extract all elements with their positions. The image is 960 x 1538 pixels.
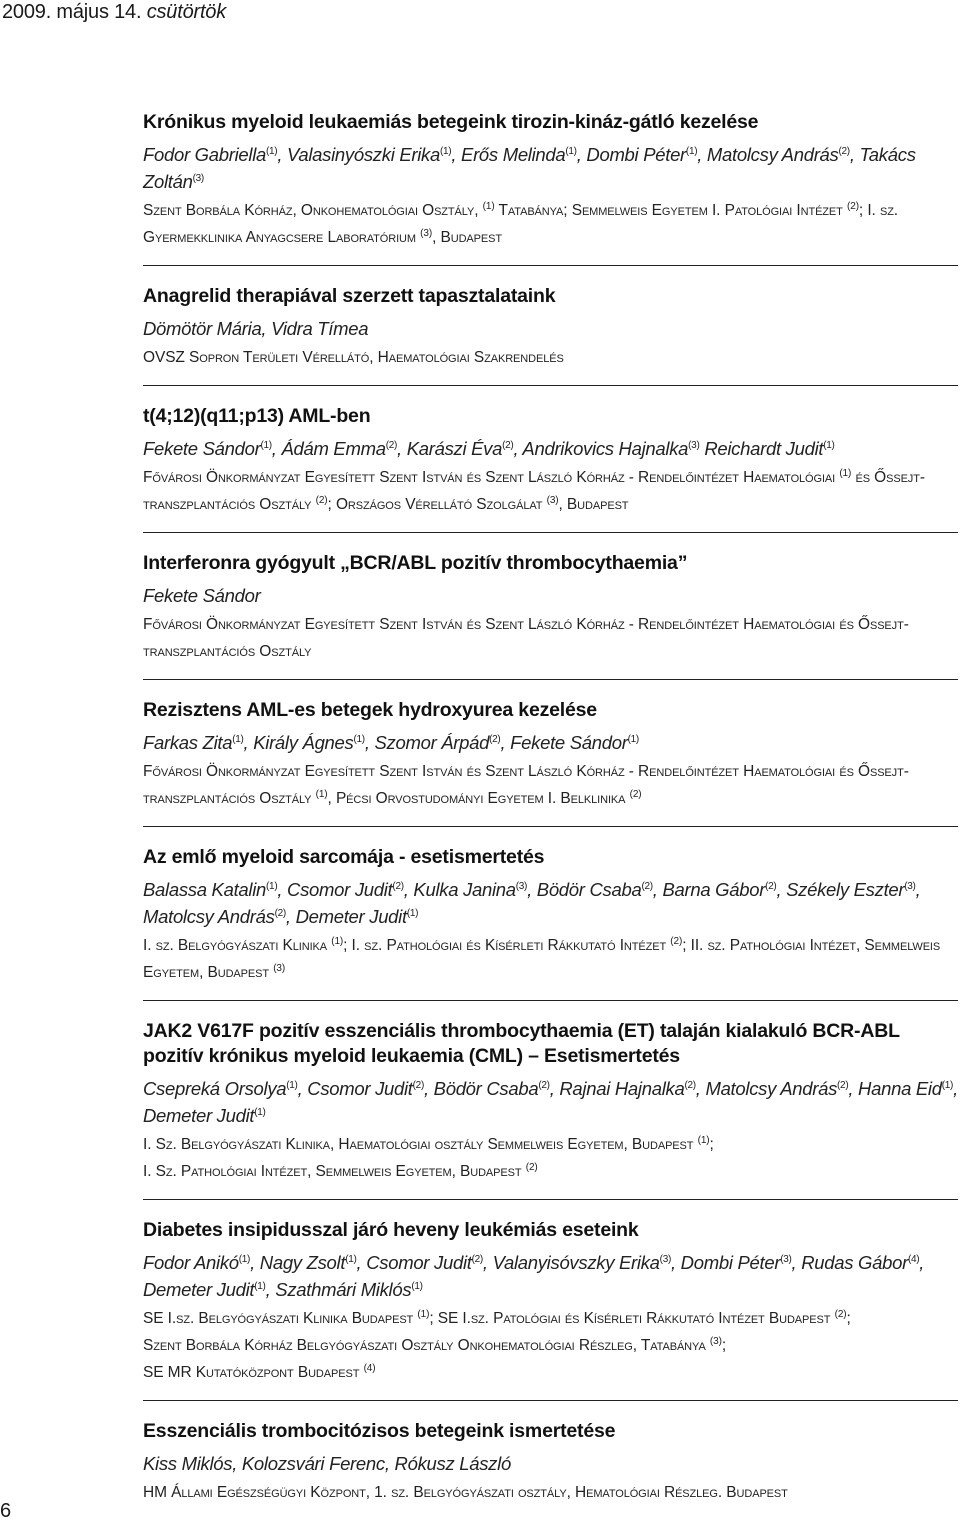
abstract-entry <box>143 110 958 266</box>
abstract-authors: Balassa Katalin$^{(1)}$, Csomor Judit$^{(2)}$, Kulka Janina$^{(3)}$, Bödör Csaba$^{(2)}$, Barna Gábor$^{(2)}$, Székely Eszter$^{(3)}$, Matolcsy András$^{(2)}$, Demeter Judit$^{(1)}$ <box>143 879 921 927</box>
abstract-entry <box>143 1019 958 1200</box>
abstract-authors: Fekete Sándor <box>143 585 261 606</box>
abstract-affiliation: I. Sz. Belgyógyászati Klinika, Haematológiai osztály Semmelweis Egyetem, Budapest $^{(1)}$; I. Sz. Pathológiai Intézet, Semmelweis Egyetem, Budapest $^{(2)}$ <box>143 1134 714 1180</box>
abstract-title: Anagrelid therapiával szerzett tapasztalataink <box>143 285 556 307</box>
abstract-affiliation: Szent Borbála Kórház, Onkohematológiai Osztály, $^{(1)}$ Tatabánya; Semmelweis Egyetem I. Patológiai Intézet $^{(2)}$; I. sz. Gyermekklinika Anyagcsere Laboratórium $^{(3)}$, Budapest <box>143 200 899 246</box>
weekday-text: csütörtök <box>146 1 227 23</box>
abstract-entry <box>143 404 958 533</box>
abstract-entry <box>143 1218 958 1401</box>
abstract-authors: Dömötör Mária, Vidra Tímea <box>143 318 369 339</box>
abstract-affiliation: Fővárosi Önkormányzat Egyesített Szent István és Szent László Kórház - Rendelőintézet Haematológiai és Őssejt-transzplantációs Osztály <box>143 616 909 660</box>
abstract-authors: Fodor Anikó$^{(1)}$, Nagy Zsolt$^{(1)}$, Csomor Judit$^{(2)}$, Valanyisóvszky Erika$^{(3)}$, Dombi Péter$^{(3)}$, Rudas Gábor$^{(4)}$, Demeter Judit$^{(1)}$, Szathmári Miklós$^{(1)}$ <box>143 1252 925 1300</box>
abstract-affiliation: I. sz. Belgyógyászati Klinika $^{(1)}$; I. sz. Pathológiai és Kísérleti Rákkutató Intézet $^{(2)}$; II. sz. Pathológiai Intézet, Semmelweis Egyetem, Budapest $^{(3)}$ <box>143 935 941 981</box>
date-text: 2009. május 14. <box>2 1 142 23</box>
abstract-title: Az emlő myeloid sarcomája - esetismertetés <box>143 846 545 868</box>
abstract-authors: Farkas Zita$^{(1)}$, Király Ágnes$^{(1)}$, Szomor Árpád$^{(2)}$, Fekete Sándor$^{(1)}$ <box>143 732 639 753</box>
abstract-authors: Kiss Miklós, Kolozsvári Ferenc, Rókusz László <box>143 1453 511 1474</box>
page-date <box>2 1 226 24</box>
abstract-affiliation: SE I.sz. Belgyógyászati Klinika Budapest $^{(1)}$; SE I.sz. Patológiai és Kísérleti Rákkutató Intézet Budapest $^{(2)}$; Szent Borbála Kórház Belgyógyászati Osztály Onkohematológiai Részleg, Tatabánya $^{(3)}$; SE MR Kutatóközpont Budapest $^{(4)}$ <box>143 1308 851 1381</box>
abstract-entry <box>143 284 958 386</box>
abstract-affiliation: HM Állami Egészségügyi Központ, 1. sz. Belgyógyászati osztály, Hematológiai Részleg. Budapest <box>143 1484 788 1501</box>
page-number: 6 <box>0 1500 12 1522</box>
abstract-authors: Fekete Sándor$^{(1)}$, Ádám Emma$^{(2)}$, Karászi Éva$^{(2)}$, Andrikovics Hajnalka$^{(3)}$ Reichardt Judit$^{(1)}$ <box>143 438 835 459</box>
abstract-title: Esszenciális trombocitózisos betegeink ismertetése <box>143 1420 616 1442</box>
abstract-list <box>143 110 958 1538</box>
abstract-title: JAK2 V617F pozitív esszenciális thrombocythaemia (ET) talaján kialakuló BCR-ABL pozitív krónikus myeloid leukaemia (CML) – Esetismertetés <box>143 1020 900 1067</box>
abstract-authors: Fodor Gabriella$^{(1)}$, Valasinyószki Erika$^{(1)}$, Erős Melinda$^{(1)}$, Dombi Péter$^{(1)}$, Matolcsy András$^{(2)}$, Takács Zoltán$^{(3)}$ <box>143 144 916 192</box>
abstract-title: Rezisztens AML-es betegek hydroxyurea kezelése <box>143 699 597 721</box>
abstract-title: t(4;12)(q11;p13) AML-ben <box>143 405 371 427</box>
abstract-entry <box>143 1419 958 1520</box>
abstract-title: Krónikus myeloid leukaemiás betegeink tirozin-kináz-gátló kezelése <box>143 111 759 133</box>
abstract-authors: Csepreká Orsolya$^{(1)}$, Csomor Judit$^{(2)}$, Bödör Csaba$^{(2)}$, Rajnai Hajnalka$^{(2)}$, Matolcsy András$^{(2)}$, Hanna Eid$^{(1)}$, Demeter Judit$^{(1)}$ <box>143 1078 958 1126</box>
abstract-entry <box>143 845 958 1001</box>
abstract-affiliation: OVSZ Sopron Területi Vérellátó, Haematológiai Szakrendelés <box>143 349 564 366</box>
abstract-affiliation: Fővárosi Önkormányzat Egyesített Szent István és Szent László Kórház - Rendelőintézet Haematológiai $^{(1)}$ és Őssejt-transzplantációs Osztály $^{(2)}$; Országos Vérellátó Szolgálat $^{(3)}$, Budapest <box>143 467 925 513</box>
abstract-affiliation: Fővárosi Önkormányzat Egyesített Szent István és Szent László Kórház - Rendelőintézet Haematológiai és Őssejt-transzplantációs Osztály $^{(1)}$, Pécsi Orvostudományi Egyetem I. Belklinika $^{(2)}$ <box>143 763 909 807</box>
abstract-entry <box>143 551 958 680</box>
abstract-title: Interferonra gyógyult „BCR/ABL pozitív thrombocythaemia” <box>143 552 688 574</box>
abstract-title: Diabetes insipidusszal járó heveny leukémiás eseteink <box>143 1219 639 1241</box>
abstract-entry <box>143 698 958 827</box>
